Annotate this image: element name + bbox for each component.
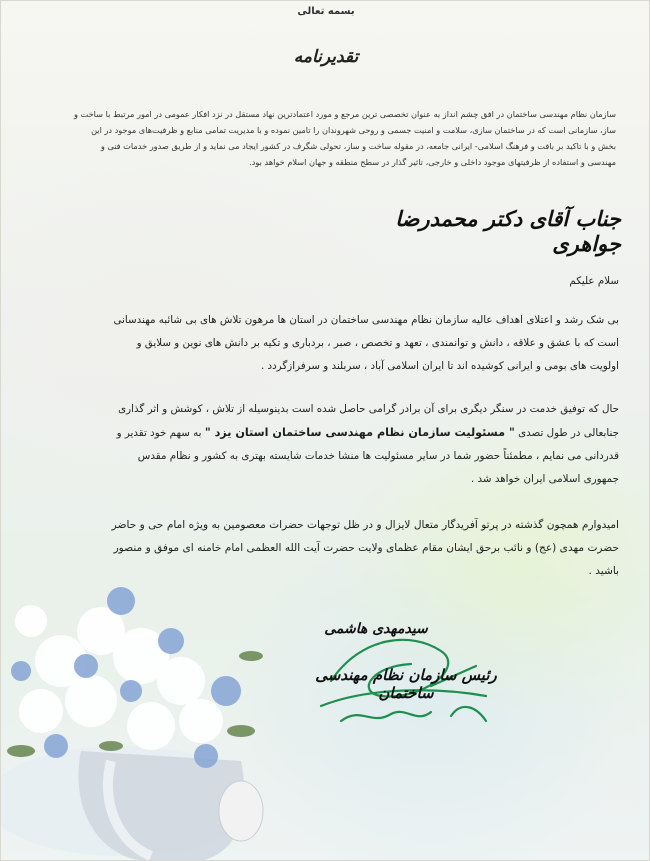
paragraph-2-end: به سهم خود تقدیر و قدردانی می نمایم ، مطمئناً حضور شما در سایر مسئولیت ها منشا خدمات شایسته بهتری به کشور و نظام مقدس جمهوری اسلامی ایران خواهد شد .: [116, 427, 619, 485]
paragraph-2-highlight: " مسئولیت سازمان نظام مهندسی ساختمان استان یزد ": [204, 426, 515, 439]
intro-paragraph: سازمان نظام مهندسی ساختمان در افق چشم انداز به عنوان تخصصی ترین مرجع و مورد اعتمادترین نهاد مستقل در نزد افکار عمومی در امور مرتبط با ساخت و ساز، سازمانی است که در ساختمان سازی، سلامت و امنیت جسمی و روحی شهروندان را تامین نموده و با مدیریت تمامی منابع و ظرفیت‌های موجود در این بخش و با تاکید بر بافت و فرهنگ اسلامی- ایرانی جامعه، در مقوله ساخت و ساز، تحولی شگرف در کشور ایجاد می نماید و از طریق صدور خدمات فنی و مهندسی و استفاده از ظرفیتهای موجود داخلی و خارجی، تاثیر گذار در سطح منطقه و جهان اسلام خواهد بود.: [73, 109, 616, 167]
letter-title: تقدیرنامه: [293, 47, 359, 67]
signer-name: سیدمهدی هاشمی: [324, 621, 428, 637]
paragraph-1: بی شک رشد و اعتلای اهداف عالیه سازمان نظام مهندسی ساختمان در استان ها مرهون تلاش های بی شائبه مهندسانی است که با عشق و علاقه ، دانش و توانمندی ، تعهد و تخصص ، صبر ، بردباری و تکیه بر دانش های نوین و سلایق و اولویت های بومی و ایرانی کوشیده اند تا ایران اسلامی آباد ، سربلند و سرفرازگردد .: [113, 314, 619, 372]
paragraph-3: امیدوارم همچون گذشته در پرتو آفریدگار متعال لایزال و در ظل توجهات حضرات معصومین به ویژه امام حی و حاضر حضرت مهدی (عج) و نائب برحق ایشان مقام عظمای ولایت حضرت آیت الله العظمی امام خامنه ای موفق و منصور باشید .: [111, 519, 619, 577]
salutation: سلام علیکم: [569, 275, 619, 287]
paragraph-2: [109, 398, 619, 491]
basmala: بسمه تعالی: [297, 6, 355, 17]
signer-title: رئیس سازمان نظام مهندسی ساختمان: [315, 666, 497, 702]
recipient-name: جناب آقای دکتر محمدرضا جواهری: [395, 206, 621, 256]
paragraph-2-start: حال که توفیق خدمت در سنگر دیگری برای آن برادر گرامی حاصل شده است بدینوسیله از تلاش ، کوشش و اثر گذاری جنابعالی در طول تصدی: [118, 403, 619, 439]
flower-vase-illustration: [1, 561, 291, 861]
